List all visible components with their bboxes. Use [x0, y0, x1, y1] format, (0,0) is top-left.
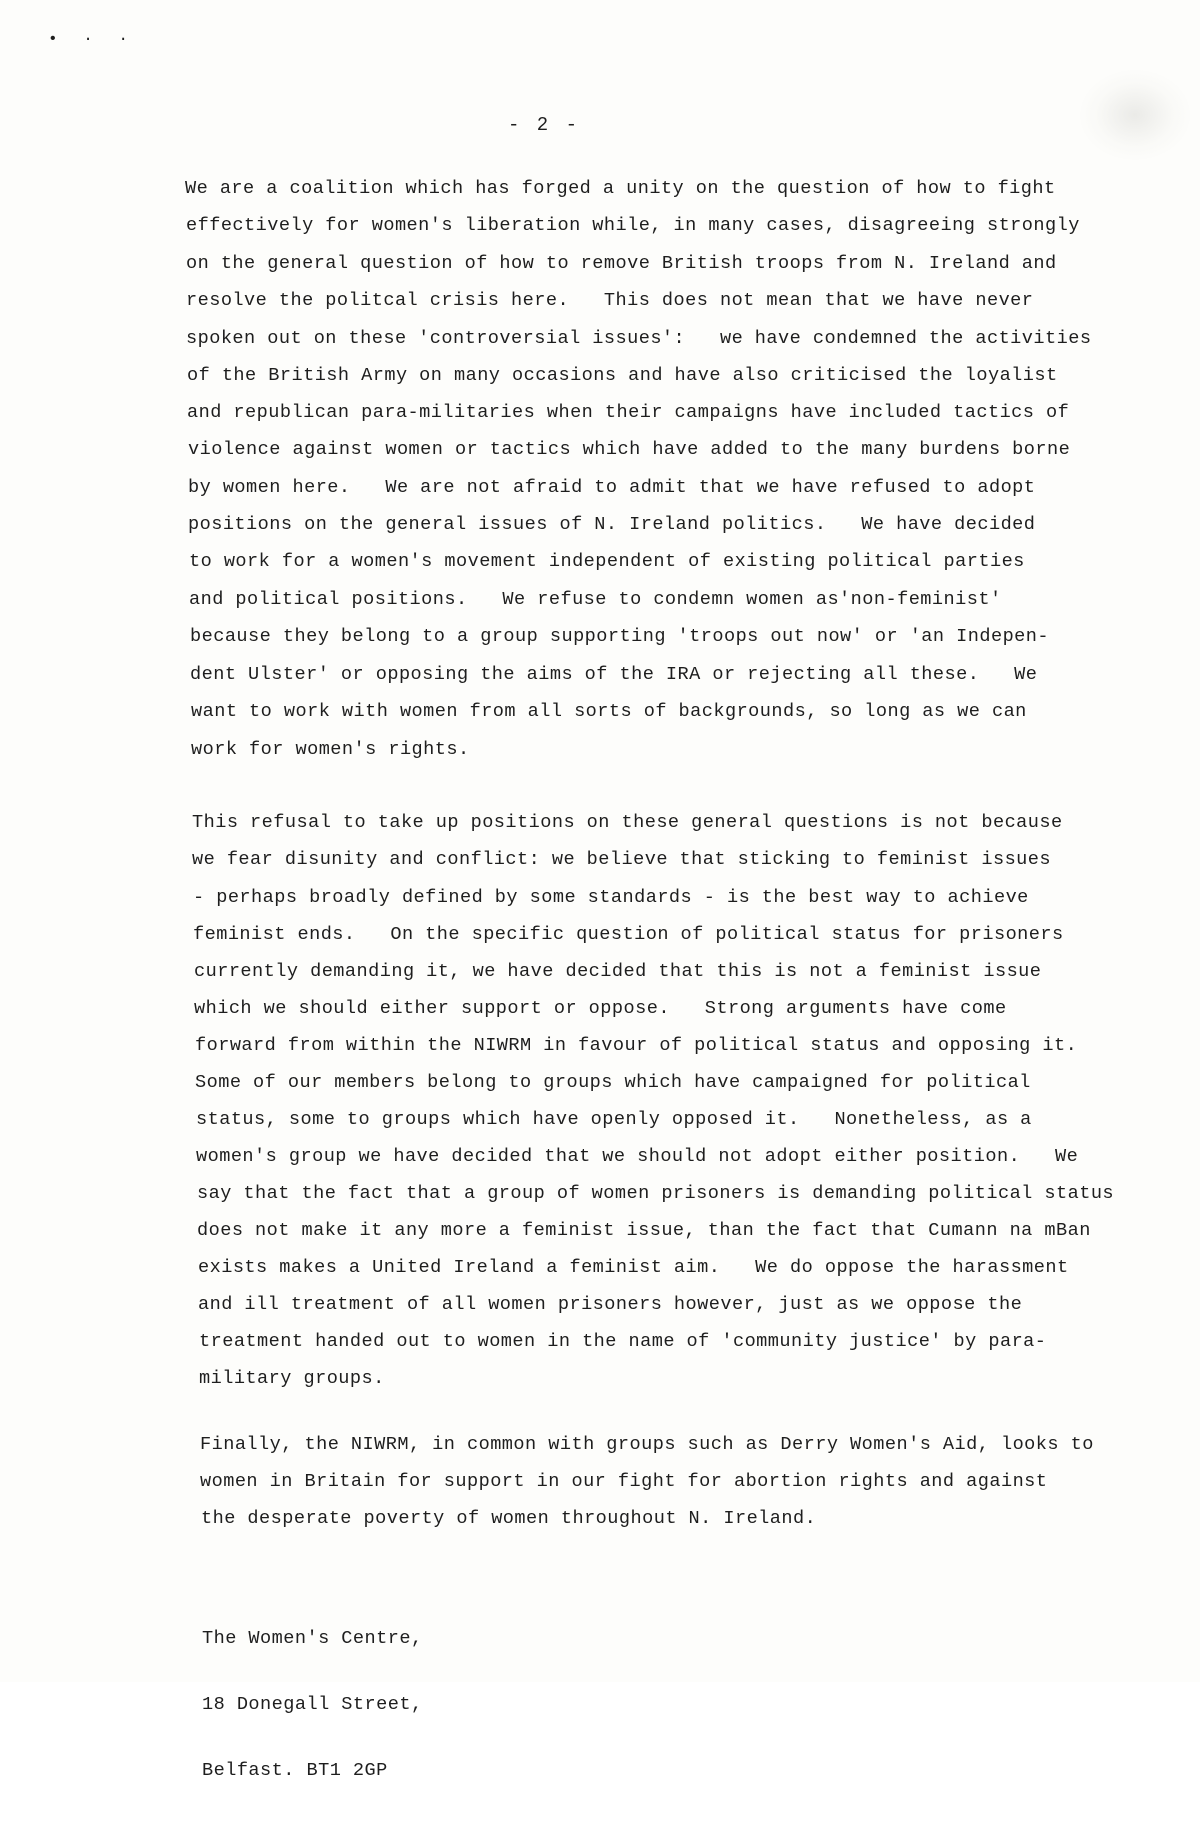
page-number: - 2 - — [508, 114, 581, 136]
text-line: to work for a women's movement independent of existing political parties — [189, 551, 1025, 572]
text-line: because they belong to a group supporting 'troops out now' or 'an Indepen- — [190, 626, 1049, 647]
text-line: spoken out on these 'controversial issues': we have condemned the activities — [186, 328, 1092, 349]
text-line: Some of our members belong to groups which have campaigned for political — [195, 1072, 1031, 1093]
text-line: feminist ends. On the specific question of political status for prisoners — [193, 924, 1064, 945]
text-line: of the British Army on many occasions and have also criticised the loyalist — [187, 365, 1058, 386]
text-line: the desperate poverty of women throughout N. Ireland. — [201, 1508, 817, 1529]
text-line: women in Britain for support in our fight for abortion rights and against — [200, 1471, 1048, 1492]
text-line: This refusal to take up positions on these general questions is not because — [192, 812, 1063, 833]
text-line: by women here. We are not afraid to admit that we have refused to adopt — [188, 477, 1036, 498]
text-line: resolve the politcal crisis here. This does not mean that we have never — [186, 290, 1034, 311]
text-line: which we should either support or oppose. Strong arguments have come — [194, 998, 1007, 1019]
address-block — [202, 1584, 423, 1826]
address-line: The Women's Centre, — [202, 1628, 423, 1649]
text-line: say that the fact that a group of women prisoners is demanding political status — [197, 1183, 1115, 1204]
corner-marks: • · · — [48, 30, 137, 48]
text-line: military groups. — [199, 1368, 385, 1389]
text-line: effectively for women's liberation while, in many cases, disagreeing strongly — [186, 215, 1080, 236]
text-line: work for women's rights. — [191, 739, 470, 760]
address-line: Belfast. BT1 2GP — [202, 1760, 388, 1781]
text-line: violence against women or tactics which have added to the many burdens borne — [188, 439, 1071, 460]
text-line: want to work with women from all sorts of backgrounds, so long as we can — [191, 701, 1027, 722]
text-line: treatment handed out to women in the name of 'community justice' by para- — [199, 1331, 1047, 1352]
text-line: we fear disunity and conflict: we believe that sticking to feminist issues — [192, 849, 1051, 870]
text-line: positions on the general issues of N. Ireland politics. We have decided — [188, 514, 1036, 535]
text-line: Finally, the NIWRM, in common with groups such as Derry Women's Aid, looks to — [200, 1434, 1094, 1455]
text-line: exists makes a United Ireland a feminist aim. We do oppose the harassment — [198, 1257, 1069, 1278]
text-line: and ill treatment of all women prisoners however, just as we oppose the — [198, 1294, 1023, 1315]
text-line: and political positions. We refuse to condemn women as'non-feminist' — [189, 589, 1002, 610]
paper-smudge — [1080, 70, 1190, 160]
text-line: currently demanding it, we have decided that this is not a feminist issue — [194, 961, 1042, 982]
text-line: does not make it any more a feminist issue, than the fact that Cumann na mBan — [197, 1220, 1091, 1241]
text-line: women's group we have decided that we should not adopt either position. We — [196, 1146, 1079, 1167]
text-line: status, some to groups which have openly opposed it. Nonetheless, as a — [196, 1109, 1032, 1130]
text-line: forward from within the NIWRM in favour of political status and opposing it. — [195, 1035, 1078, 1056]
address-line: 18 Donegall Street, — [202, 1694, 423, 1715]
text-line: and republican para-militaries when their campaigns have included tactics of — [187, 402, 1070, 423]
text-line: - perhaps broadly defined by some standards - is the best way to achieve — [193, 887, 1029, 908]
text-line: on the general question of how to remove British troops from N. Ireland and — [186, 253, 1057, 274]
text-line: dent Ulster' or opposing the aims of the IRA or rejecting all these. We — [190, 664, 1038, 685]
text-line: We are a coalition which has forged a unity on the question of how to fight — [185, 178, 1056, 199]
